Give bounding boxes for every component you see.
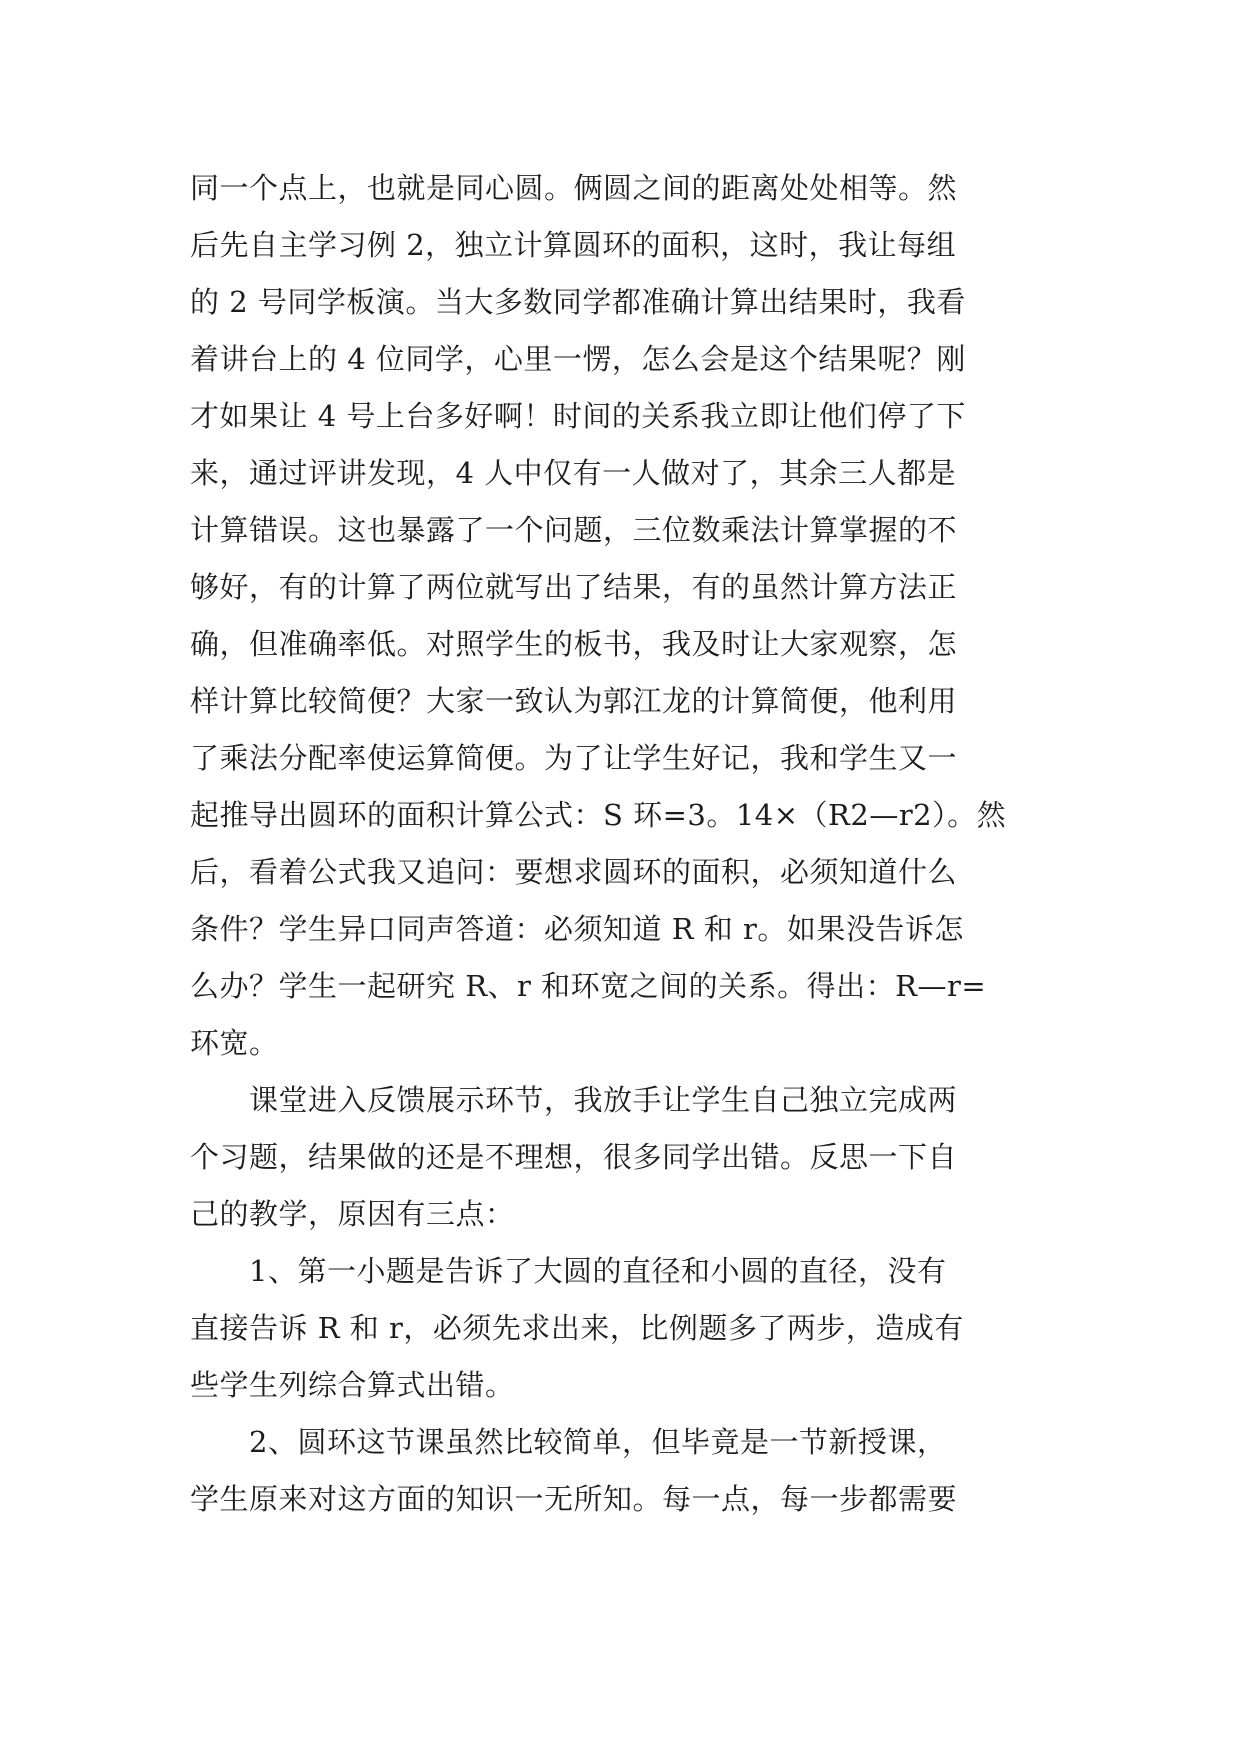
text-line: 些学生列综合算式出错。 <box>190 1368 515 1402</box>
text-line: 么办？学生一起研究 R、r 和环宽之间的关系。得出：R—r= <box>190 969 987 1003</box>
text-line: 课堂进入反馈展示环节，我放手让学生自己独立完成两 <box>190 1083 958 1117</box>
text-line: 个习题，结果做的还是不理想，很多同学出错。反思一下自 <box>190 1140 958 1174</box>
text-line: 条件？学生异口同声答道：必须知道 R 和 r。如果没告诉怎 <box>190 912 964 946</box>
text-line: 起推导出圆环的面积计算公式：S 环=3。14×（R2—r2）。然 <box>190 798 1007 832</box>
text-line: 来，通过评讲发现，4 人中仅有一人做对了，其余三人都是 <box>190 456 957 490</box>
text-line: 确，但准确率低。对照学生的板书，我及时让大家观察，怎 <box>190 627 958 661</box>
text-line: 同一个点上，也就是同心圆。俩圆之间的距离处处相等。然 <box>190 171 958 205</box>
text-line: 的 2 号同学板演。当大多数同学都准确计算出结果时，我看 <box>190 285 966 319</box>
text-line: 后，看着公式我又追问：要想求圆环的面积，必须知道什么 <box>190 855 958 889</box>
text-line: 了乘法分配率使运算简便。为了让学生好记，我和学生又一 <box>190 741 958 775</box>
text-line: 才如果让 4 号上台多好啊！时间的关系我立即让他们停了下 <box>190 399 966 433</box>
text-line: 己的教学，原因有三点： <box>190 1197 515 1231</box>
text-line: 1、第一小题是告诉了大圆的直径和小圆的直径，没有 <box>190 1254 947 1288</box>
text-line: 直接告诉 R 和 r，必须先求出来，比例题多了两步，造成有 <box>190 1311 964 1345</box>
text-line: 2、圆环这节课虽然比较简单，但毕竟是一节新授课， <box>190 1425 947 1459</box>
text-line: 后先自主学习例 2，独立计算圆环的面积，这时，我让每组 <box>190 228 957 262</box>
text-line: 样计算比较简便？大家一致认为郭江龙的计算简便，他利用 <box>190 684 958 718</box>
text-line: 着讲台上的 4 位同学，心里一愣，怎么会是这个结果呢？刚 <box>190 342 966 376</box>
text-line: 够好，有的计算了两位就写出了结果，有的虽然计算方法正 <box>190 570 958 604</box>
text-line: 计算错误。这也暴露了一个问题，三位数乘法计算掌握的不 <box>190 513 958 547</box>
text-line: 学生原来对这方面的知识一无所知。每一点，每一步都需要 <box>190 1482 958 1516</box>
text-line: 环宽。 <box>190 1026 279 1060</box>
